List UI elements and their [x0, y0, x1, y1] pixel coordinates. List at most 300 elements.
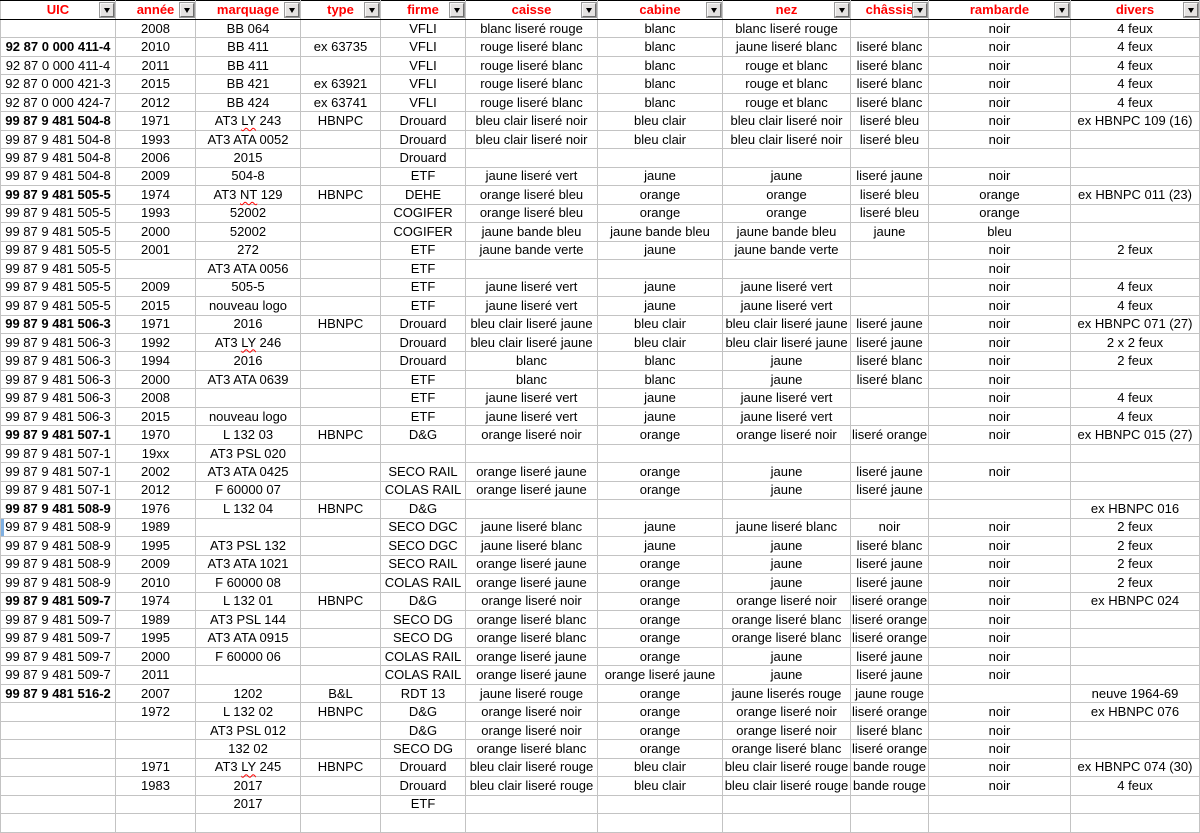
cell-divers[interactable]: ex HBNPC 074 (30)	[1071, 758, 1200, 776]
header-cell-type[interactable]	[301, 1, 381, 20]
cell-nez[interactable]: jaune liseré vert	[723, 297, 851, 315]
header-cell-chassis[interactable]	[851, 1, 929, 20]
cell-nez[interactable]: orange liseré noir	[723, 426, 851, 444]
cell-divers[interactable]: 4 feux	[1071, 278, 1200, 296]
cell-chassis[interactable]	[851, 297, 929, 315]
cell-annee[interactable]: 1971	[116, 112, 196, 130]
cell-rambarde[interactable]	[929, 684, 1071, 702]
cell-chassis[interactable]	[851, 444, 929, 462]
cell-caisse[interactable]: orange liseré noir	[466, 721, 598, 739]
cell-cabine[interactable]: bleu clair	[598, 777, 723, 795]
cell-marquage[interactable]: AT3 LY 243	[196, 112, 301, 130]
cell-chassis[interactable]: jaune rouge	[851, 684, 929, 702]
cell-cabine[interactable]: bleu clair	[598, 315, 723, 333]
cell-caisse[interactable]: rouge liseré blanc	[466, 93, 598, 111]
cell-firme[interactable]: Drouard	[381, 352, 466, 370]
cell-cabine[interactable]: blanc	[598, 56, 723, 74]
cell-cabine[interactable]: orange	[598, 721, 723, 739]
cell-divers[interactable]	[1071, 740, 1200, 758]
cell-firme[interactable]: ETF	[381, 278, 466, 296]
cell-nez[interactable]: orange	[723, 186, 851, 204]
cell-marquage[interactable]: 505-5	[196, 278, 301, 296]
cell-type[interactable]	[301, 241, 381, 259]
cell-marquage[interactable]: 2015	[196, 149, 301, 167]
cell-chassis[interactable]: liseré jaune	[851, 481, 929, 499]
cell-annee[interactable]: 2011	[116, 666, 196, 684]
cell-divers[interactable]: neuve 1964-69	[1071, 684, 1200, 702]
cell-annee[interactable]: 1983	[116, 777, 196, 795]
cell-cabine[interactable]	[598, 814, 723, 832]
cell-nez[interactable]: jaune	[723, 574, 851, 592]
cell-type[interactable]	[301, 260, 381, 278]
cell-uic[interactable]: 99 87 9 481 507-1	[1, 463, 116, 481]
cell-chassis[interactable]: liseré blanc	[851, 93, 929, 111]
cell-caisse[interactable]: jaune liseré vert	[466, 389, 598, 407]
cell-cabine[interactable]	[598, 444, 723, 462]
cell-divers[interactable]	[1071, 149, 1200, 167]
cell-marquage[interactable]: 132 02	[196, 740, 301, 758]
cell-marquage[interactable]: AT3 PSL 144	[196, 611, 301, 629]
cell-firme[interactable]: VFLI	[381, 56, 466, 74]
cell-uic[interactable]: 99 87 9 481 506-3	[1, 407, 116, 425]
cell-caisse[interactable]: orange liseré bleu	[466, 204, 598, 222]
cell-rambarde[interactable]: noir	[929, 537, 1071, 555]
cell-firme[interactable]: SECO DG	[381, 611, 466, 629]
filter-dropdown-button-firme[interactable]	[450, 3, 464, 17]
cell-divers[interactable]	[1071, 647, 1200, 665]
cell-firme[interactable]: D&G	[381, 592, 466, 610]
cell-divers[interactable]	[1071, 223, 1200, 241]
cell-divers[interactable]	[1071, 130, 1200, 148]
cell-caisse[interactable]: rouge liseré blanc	[466, 75, 598, 93]
cell-chassis[interactable]: liseré jaune	[851, 555, 929, 573]
cell-cabine[interactable]: jaune	[598, 407, 723, 425]
cell-firme[interactable]: DEHE	[381, 186, 466, 204]
cell-uic[interactable]: 99 87 9 481 508-9	[1, 537, 116, 555]
cell-chassis[interactable]	[851, 500, 929, 518]
cell-marquage[interactable]: BB 424	[196, 93, 301, 111]
cell-uic[interactable]: 99 87 9 481 508-9	[1, 574, 116, 592]
cell-firme[interactable]: COLAS RAIL	[381, 666, 466, 684]
cell-divers[interactable]: 4 feux	[1071, 389, 1200, 407]
cell-annee[interactable]: 1974	[116, 186, 196, 204]
cell-chassis[interactable]	[851, 20, 929, 38]
cell-divers[interactable]	[1071, 666, 1200, 684]
cell-firme[interactable]: COLAS RAIL	[381, 481, 466, 499]
filter-dropdown-button-marquage[interactable]	[285, 3, 299, 17]
cell-uic[interactable]: 99 87 9 481 508-9	[1, 500, 116, 518]
cell-chassis[interactable]: liseré orange	[851, 592, 929, 610]
cell-annee[interactable]	[116, 814, 196, 832]
cell-uic[interactable]	[1, 20, 116, 38]
cell-divers[interactable]	[1071, 444, 1200, 462]
cell-cabine[interactable]: jaune	[598, 241, 723, 259]
cell-type[interactable]	[301, 167, 381, 185]
cell-cabine[interactable]: orange liseré jaune	[598, 666, 723, 684]
cell-uic[interactable]: 99 87 9 481 508-9	[1, 518, 116, 536]
cell-annee[interactable]: 2015	[116, 75, 196, 93]
cell-uic[interactable]: 99 87 9 481 506-3	[1, 315, 116, 333]
cell-uic[interactable]	[1, 814, 116, 832]
cell-marquage[interactable]: BB 064	[196, 20, 301, 38]
cell-rambarde[interactable]: noir	[929, 352, 1071, 370]
cell-cabine[interactable]: jaune	[598, 389, 723, 407]
cell-uic[interactable]: 99 87 9 481 509-7	[1, 647, 116, 665]
cell-rambarde[interactable]: noir	[929, 389, 1071, 407]
cell-marquage[interactable]: BB 411	[196, 38, 301, 56]
cell-firme[interactable]: D&G	[381, 703, 466, 721]
cell-chassis[interactable]: liseré orange	[851, 703, 929, 721]
cell-type[interactable]: ex 63741	[301, 93, 381, 111]
cell-chassis[interactable]	[851, 814, 929, 832]
cell-chassis[interactable]: bande rouge	[851, 777, 929, 795]
cell-caisse[interactable]	[466, 149, 598, 167]
cell-uic[interactable]: 99 87 9 481 505-5	[1, 278, 116, 296]
cell-caisse[interactable]	[466, 444, 598, 462]
cell-marquage[interactable]: AT3 LY 246	[196, 333, 301, 351]
cell-uic[interactable]: 99 87 9 481 507-1	[1, 444, 116, 462]
filter-dropdown-button-divers[interactable]	[1184, 3, 1198, 17]
cell-marquage[interactable]: AT3 ATA 1021	[196, 555, 301, 573]
cell-annee[interactable]: 2009	[116, 167, 196, 185]
cell-caisse[interactable]: orange liseré noir	[466, 592, 598, 610]
cell-caisse[interactable]: jaune bande bleu	[466, 223, 598, 241]
filter-dropdown-button-chassis[interactable]	[913, 3, 927, 17]
cell-rambarde[interactable]: noir	[929, 407, 1071, 425]
header-cell-cabine[interactable]	[598, 1, 723, 20]
cell-firme[interactable]	[381, 814, 466, 832]
cell-type[interactable]	[301, 629, 381, 647]
cell-divers[interactable]	[1071, 611, 1200, 629]
cell-firme[interactable]: ETF	[381, 407, 466, 425]
cell-annee[interactable]: 2000	[116, 370, 196, 388]
cell-firme[interactable]: Drouard	[381, 112, 466, 130]
cell-rambarde[interactable]: noir	[929, 56, 1071, 74]
cell-type[interactable]	[301, 370, 381, 388]
cell-nez[interactable]: orange	[723, 204, 851, 222]
header-cell-firme[interactable]	[381, 1, 466, 20]
cell-nez[interactable]: bleu clair liseré jaune	[723, 333, 851, 351]
cell-cabine[interactable]: jaune bande bleu	[598, 223, 723, 241]
cell-annee[interactable]: 1989	[116, 518, 196, 536]
cell-nez[interactable]	[723, 444, 851, 462]
cell-type[interactable]	[301, 721, 381, 739]
cell-divers[interactable]: 4 feux	[1071, 777, 1200, 795]
cell-annee[interactable]: 2006	[116, 149, 196, 167]
cell-type[interactable]	[301, 647, 381, 665]
cell-cabine[interactable]: jaune	[598, 518, 723, 536]
cell-nez[interactable]: bleu clair liseré noir	[723, 130, 851, 148]
cell-caisse[interactable]: orange liseré jaune	[466, 481, 598, 499]
cell-rambarde[interactable]: noir	[929, 75, 1071, 93]
cell-nez[interactable]: orange liseré blanc	[723, 629, 851, 647]
filter-dropdown-button-cabine[interactable]	[707, 3, 721, 17]
cell-divers[interactable]	[1071, 260, 1200, 278]
cell-firme[interactable]: SECO DG	[381, 629, 466, 647]
cell-nez[interactable]: jaune liseré blanc	[723, 38, 851, 56]
filter-dropdown-button-type[interactable]	[365, 3, 379, 17]
cell-annee[interactable]: 2015	[116, 407, 196, 425]
cell-nez[interactable]: jaune	[723, 463, 851, 481]
cell-caisse[interactable]: orange liseré jaune	[466, 574, 598, 592]
cell-marquage[interactable]: AT3 PSL 012	[196, 721, 301, 739]
cell-nez[interactable]: orange liseré blanc	[723, 740, 851, 758]
cell-marquage[interactable]: AT3 ATA 0056	[196, 260, 301, 278]
cell-type[interactable]	[301, 518, 381, 536]
cell-divers[interactable]: 2 feux	[1071, 241, 1200, 259]
cell-caisse[interactable]: orange liseré blanc	[466, 629, 598, 647]
cell-nez[interactable]: bleu clair liseré rouge	[723, 758, 851, 776]
cell-chassis[interactable]	[851, 278, 929, 296]
filter-dropdown-button-uic[interactable]	[100, 3, 114, 17]
cell-uic[interactable]: 99 87 9 481 505-5	[1, 241, 116, 259]
cell-divers[interactable]: ex HBNPC 016	[1071, 500, 1200, 518]
cell-nez[interactable]	[723, 260, 851, 278]
cell-marquage[interactable]: L 132 04	[196, 500, 301, 518]
header-cell-rambarde[interactable]	[929, 1, 1071, 20]
cell-type[interactable]: HBNPC	[301, 758, 381, 776]
cell-type[interactable]	[301, 56, 381, 74]
cell-caisse[interactable]: orange liseré jaune	[466, 647, 598, 665]
cell-cabine[interactable]: blanc	[598, 20, 723, 38]
cell-chassis[interactable]: liseré jaune	[851, 574, 929, 592]
cell-chassis[interactable]: liseré orange	[851, 611, 929, 629]
cell-marquage[interactable]: F 60000 06	[196, 647, 301, 665]
cell-rambarde[interactable]: noir	[929, 703, 1071, 721]
cell-chassis[interactable]: liseré jaune	[851, 463, 929, 481]
cell-rambarde[interactable]: noir	[929, 20, 1071, 38]
cell-marquage[interactable]: AT3 LY 245	[196, 758, 301, 776]
cell-rambarde[interactable]: noir	[929, 370, 1071, 388]
cell-rambarde[interactable]: noir	[929, 297, 1071, 315]
cell-uic[interactable]: 99 87 9 481 504-8	[1, 167, 116, 185]
cell-caisse[interactable]: orange liseré blanc	[466, 740, 598, 758]
cell-annee[interactable]: 1995	[116, 537, 196, 555]
cell-caisse[interactable]: blanc liseré rouge	[466, 20, 598, 38]
cell-caisse[interactable]: orange liseré jaune	[466, 666, 598, 684]
cell-rambarde[interactable]: noir	[929, 278, 1071, 296]
cell-chassis[interactable]: jaune	[851, 223, 929, 241]
cell-annee[interactable]: 2009	[116, 555, 196, 573]
cell-annee[interactable]: 1989	[116, 611, 196, 629]
cell-type[interactable]	[301, 611, 381, 629]
cell-chassis[interactable]	[851, 260, 929, 278]
cell-uic[interactable]: 92 87 0 000 411-4	[1, 38, 116, 56]
cell-cabine[interactable]	[598, 260, 723, 278]
cell-type[interactable]	[301, 537, 381, 555]
cell-rambarde[interactable]: noir	[929, 93, 1071, 111]
cell-chassis[interactable]: liseré orange	[851, 629, 929, 647]
cell-divers[interactable]	[1071, 814, 1200, 832]
cell-firme[interactable]: ETF	[381, 260, 466, 278]
cell-rambarde[interactable]: noir	[929, 758, 1071, 776]
cell-marquage[interactable]: 2017	[196, 777, 301, 795]
cell-rambarde[interactable]: noir	[929, 629, 1071, 647]
cell-marquage[interactable]: BB 421	[196, 75, 301, 93]
cell-annee[interactable]: 1972	[116, 703, 196, 721]
cell-cabine[interactable]: orange	[598, 684, 723, 702]
cell-uic[interactable]: 92 87 0 000 421-3	[1, 75, 116, 93]
cell-caisse[interactable]: orange liseré jaune	[466, 463, 598, 481]
cell-rambarde[interactable]: orange	[929, 204, 1071, 222]
cell-firme[interactable]: COGIFER	[381, 204, 466, 222]
cell-caisse[interactable]: bleu clair liseré rouge	[466, 758, 598, 776]
cell-marquage[interactable]	[196, 518, 301, 536]
cell-uic[interactable]	[1, 777, 116, 795]
cell-firme[interactable]: VFLI	[381, 75, 466, 93]
cell-nez[interactable]: jaune	[723, 481, 851, 499]
cell-uic[interactable]: 99 87 9 481 506-3	[1, 352, 116, 370]
cell-chassis[interactable]: liseré orange	[851, 740, 929, 758]
cell-uic[interactable]: 99 87 9 481 505-5	[1, 297, 116, 315]
cell-type[interactable]	[301, 297, 381, 315]
cell-caisse[interactable]: orange liseré noir	[466, 703, 598, 721]
cell-annee[interactable]: 2007	[116, 684, 196, 702]
cell-firme[interactable]: Drouard	[381, 777, 466, 795]
cell-cabine[interactable]: orange	[598, 481, 723, 499]
cell-rambarde[interactable]: noir	[929, 518, 1071, 536]
cell-type[interactable]	[301, 149, 381, 167]
cell-chassis[interactable]: liseré jaune	[851, 666, 929, 684]
cell-type[interactable]	[301, 555, 381, 573]
header-cell-uic[interactable]	[1, 1, 116, 20]
cell-uic[interactable]	[1, 795, 116, 813]
filter-dropdown-button-annee[interactable]	[180, 3, 194, 17]
cell-marquage[interactable]	[196, 389, 301, 407]
cell-chassis[interactable]: liseré orange	[851, 426, 929, 444]
cell-uic[interactable]: 99 87 9 481 506-3	[1, 370, 116, 388]
cell-caisse[interactable]: bleu clair liseré rouge	[466, 777, 598, 795]
cell-cabine[interactable]	[598, 795, 723, 813]
cell-annee[interactable]: 1992	[116, 333, 196, 351]
cell-firme[interactable]	[381, 444, 466, 462]
cell-firme[interactable]: ETF	[381, 795, 466, 813]
cell-firme[interactable]: COLAS RAIL	[381, 574, 466, 592]
cell-rambarde[interactable]: noir	[929, 112, 1071, 130]
cell-cabine[interactable]: orange	[598, 426, 723, 444]
cell-chassis[interactable]: liseré blanc	[851, 352, 929, 370]
cell-cabine[interactable]: bleu clair	[598, 758, 723, 776]
cell-cabine[interactable]: orange	[598, 555, 723, 573]
cell-divers[interactable]: 2 feux	[1071, 537, 1200, 555]
cell-chassis[interactable]: liseré blanc	[851, 537, 929, 555]
cell-divers[interactable]: ex HBNPC 109 (16)	[1071, 112, 1200, 130]
cell-type[interactable]	[301, 574, 381, 592]
cell-divers[interactable]: 2 x 2 feux	[1071, 333, 1200, 351]
cell-marquage[interactable]: AT3 PSL 020	[196, 444, 301, 462]
cell-marquage[interactable]: L 132 02	[196, 703, 301, 721]
cell-nez[interactable]: bleu clair liseré jaune	[723, 315, 851, 333]
cell-uic[interactable]: 99 87 9 481 508-9	[1, 555, 116, 573]
cell-marquage[interactable]: AT3 ATA 0915	[196, 629, 301, 647]
cell-nez[interactable]: bleu clair liseré rouge	[723, 777, 851, 795]
cell-firme[interactable]: ETF	[381, 389, 466, 407]
cell-annee[interactable]	[116, 795, 196, 813]
cell-marquage[interactable]: 1202	[196, 684, 301, 702]
cell-marquage[interactable]: 2016	[196, 315, 301, 333]
cell-nez[interactable]: jaune	[723, 555, 851, 573]
cell-rambarde[interactable]: noir	[929, 130, 1071, 148]
cell-cabine[interactable]: jaune	[598, 537, 723, 555]
cell-caisse[interactable]: orange liseré bleu	[466, 186, 598, 204]
cell-cabine[interactable]: orange	[598, 703, 723, 721]
cell-caisse[interactable]	[466, 500, 598, 518]
cell-annee[interactable]: 1976	[116, 500, 196, 518]
cell-uic[interactable]: 99 87 9 481 505-5	[1, 260, 116, 278]
cell-caisse[interactable]: bleu clair liseré jaune	[466, 315, 598, 333]
cell-cabine[interactable]: bleu clair	[598, 333, 723, 351]
cell-type[interactable]	[301, 130, 381, 148]
cell-annee[interactable]	[116, 260, 196, 278]
cell-caisse[interactable]: bleu clair liseré jaune	[466, 333, 598, 351]
cell-chassis[interactable]	[851, 149, 929, 167]
cell-uic[interactable]: 99 87 9 481 509-7	[1, 592, 116, 610]
cell-cabine[interactable]: jaune	[598, 297, 723, 315]
cell-rambarde[interactable]: noir	[929, 611, 1071, 629]
cell-type[interactable]: HBNPC	[301, 592, 381, 610]
cell-caisse[interactable]: blanc	[466, 370, 598, 388]
cell-uic[interactable]: 99 87 9 481 504-8	[1, 112, 116, 130]
cell-marquage[interactable]: 272	[196, 241, 301, 259]
cell-divers[interactable]	[1071, 204, 1200, 222]
cell-rambarde[interactable]: noir	[929, 38, 1071, 56]
cell-divers[interactable]: 4 feux	[1071, 20, 1200, 38]
cell-caisse[interactable]: bleu clair liseré noir	[466, 112, 598, 130]
cell-annee[interactable]: 1995	[116, 629, 196, 647]
cell-chassis[interactable]	[851, 241, 929, 259]
cell-nez[interactable]: jaune	[723, 666, 851, 684]
cell-marquage[interactable]: AT3 ATA 0425	[196, 463, 301, 481]
cell-nez[interactable]: jaune	[723, 537, 851, 555]
cell-uic[interactable]: 99 87 9 481 505-5	[1, 204, 116, 222]
cell-cabine[interactable]: blanc	[598, 93, 723, 111]
cell-firme[interactable]: ETF	[381, 167, 466, 185]
cell-type[interactable]	[301, 20, 381, 38]
header-cell-divers[interactable]	[1071, 1, 1200, 20]
cell-marquage[interactable]: AT3 NT 129	[196, 186, 301, 204]
cell-divers[interactable]	[1071, 481, 1200, 499]
cell-firme[interactable]: SECO DGC	[381, 537, 466, 555]
cell-firme[interactable]: D&G	[381, 500, 466, 518]
cell-type[interactable]	[301, 278, 381, 296]
cell-rambarde[interactable]: noir	[929, 721, 1071, 739]
cell-cabine[interactable]: orange	[598, 629, 723, 647]
cell-cabine[interactable]: jaune	[598, 167, 723, 185]
cell-chassis[interactable]	[851, 795, 929, 813]
cell-caisse[interactable]: jaune liseré vert	[466, 167, 598, 185]
cell-divers[interactable]	[1071, 463, 1200, 481]
cell-annee[interactable]: 2012	[116, 93, 196, 111]
cell-rambarde[interactable]: bleu	[929, 223, 1071, 241]
cell-rambarde[interactable]	[929, 444, 1071, 462]
cell-marquage[interactable]: 52002	[196, 204, 301, 222]
cell-nez[interactable]: rouge et blanc	[723, 75, 851, 93]
cell-divers[interactable]: 4 feux	[1071, 407, 1200, 425]
cell-rambarde[interactable]: noir	[929, 777, 1071, 795]
cell-marquage[interactable]: L 132 03	[196, 426, 301, 444]
cell-marquage[interactable]: 2017	[196, 795, 301, 813]
cell-type[interactable]	[301, 777, 381, 795]
cell-rambarde[interactable]: noir	[929, 647, 1071, 665]
cell-firme[interactable]: ETF	[381, 241, 466, 259]
cell-rambarde[interactable]	[929, 149, 1071, 167]
cell-firme[interactable]: Drouard	[381, 315, 466, 333]
cell-marquage[interactable]: F 60000 08	[196, 574, 301, 592]
cell-annee[interactable]: 2001	[116, 241, 196, 259]
cell-caisse[interactable]: bleu clair liseré noir	[466, 130, 598, 148]
cell-type[interactable]	[301, 481, 381, 499]
cell-nez[interactable]: jaune liseré vert	[723, 278, 851, 296]
